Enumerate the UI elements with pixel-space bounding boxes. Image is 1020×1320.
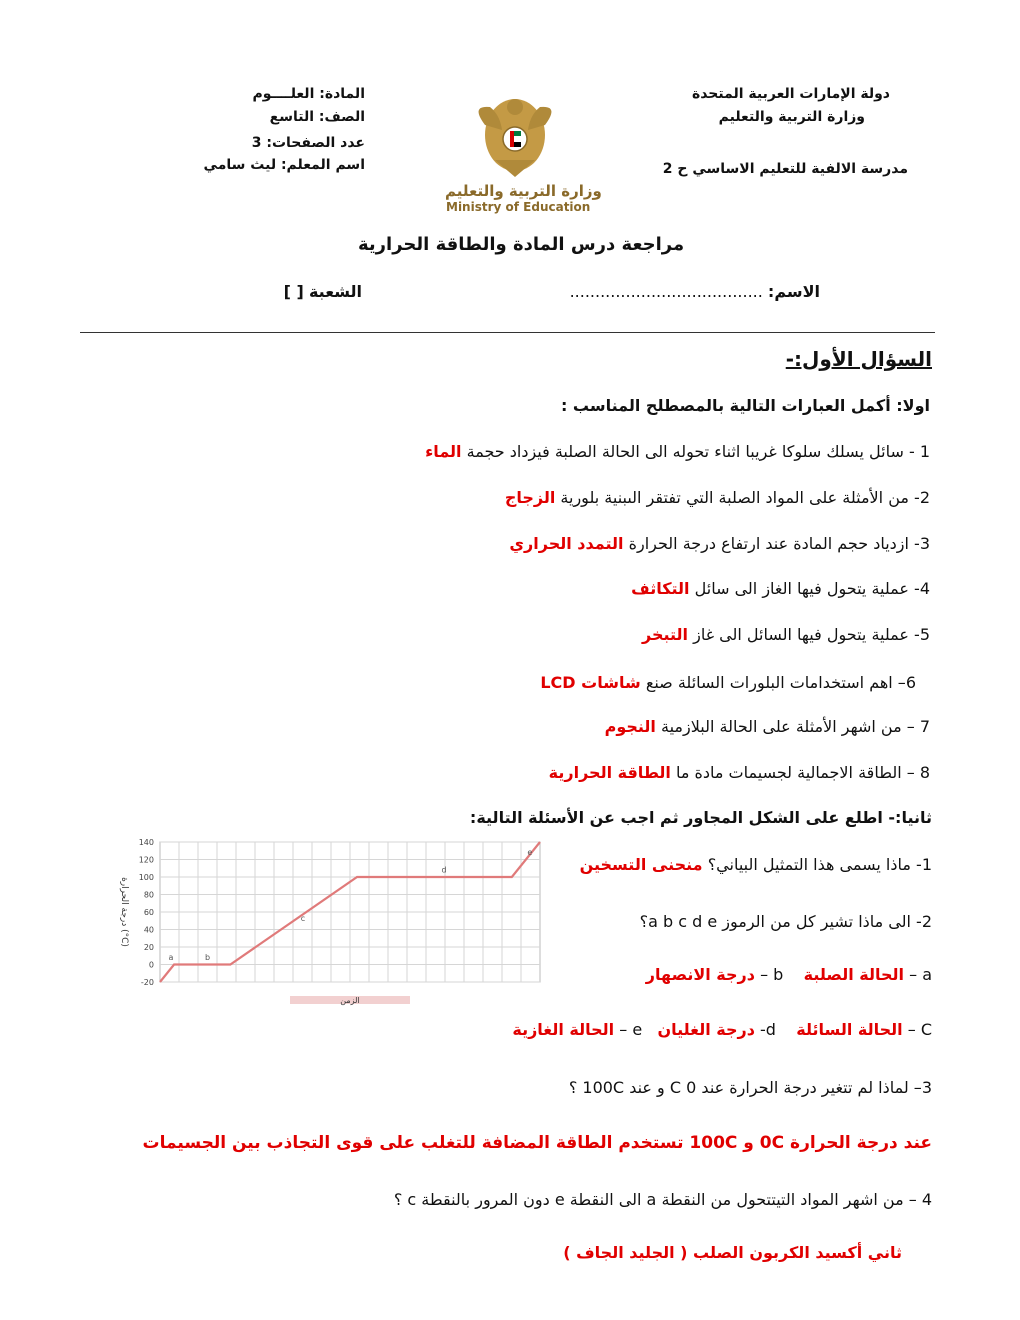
item-answer: التكاثف <box>631 579 690 598</box>
e-answer: الحالة الغازية <box>512 1020 615 1039</box>
item-answer: النجوم <box>604 717 656 736</box>
item-answer: الماء <box>425 442 462 461</box>
segment-label: e <box>527 848 533 858</box>
item-text: 6– اهم استخدامات البلورات السائلة صنع <box>645 673 916 692</box>
teacher-label: اسم المعلم: ليث سامي <box>203 157 365 173</box>
item-text: 1 - سائل يسلك سلوكا غريبا اثناء تحوله الى الحالة الصلبة فيزداد حجمة <box>466 442 930 461</box>
item-text: 4- عملية يتحول فيها الغاز الى سائل <box>694 579 930 598</box>
y-tick-label: -20 <box>140 978 154 987</box>
y-tick-label: 100 <box>138 873 154 882</box>
cde-row <box>512 1020 932 1039</box>
y-tick-label: 0 <box>148 960 154 970</box>
grade-label: الصف: التاسع <box>269 109 365 125</box>
logo-text-en: Ministry of Education <box>446 200 591 214</box>
y-tick-label: 120 <box>138 855 154 865</box>
item-answer: الزجاج <box>504 488 556 507</box>
y-axis-label: درجة الحرارة (°C) <box>119 877 129 947</box>
item-text: 3- ازدياد حجم المادة عند ارتفاع درجة الحرارة <box>628 534 930 553</box>
item-answer: التمدد الحراري <box>509 534 624 553</box>
sub3-question: 3– لماذا لم تتغير درجة الحرارة عند 0 C و عند 100C ؟ <box>568 1078 932 1097</box>
item-text: 2- من الأمثلة على المواد الصلبة التي تفتقر الىبنية بلورية <box>560 488 930 507</box>
item-text: 7 – من اشهر الأمثلة على الحالة البلازمية <box>661 717 930 736</box>
list-item <box>425 442 930 461</box>
c-answer: الحالة السائلة <box>796 1020 903 1039</box>
name-blank[interactable]: ...................................... <box>569 282 763 301</box>
a-label: a – <box>909 965 932 984</box>
d-answer: درجة الغليان <box>657 1020 755 1039</box>
heating-curve-chart <box>108 832 548 1012</box>
segment-label: b <box>205 953 211 963</box>
page-title: مراجعة درس المادة والطاقة الحرارية <box>358 234 685 255</box>
item-text: 5- عملية يتحول فيها السائل الى غاز <box>693 625 930 644</box>
item-answer: شاشات LCD <box>540 673 641 692</box>
segment-label: d <box>441 865 447 875</box>
c-label: C – <box>907 1020 932 1039</box>
q1-heading: السؤال الأول:- <box>785 347 932 371</box>
country-name: دولة الإمارات العربية المتحدة <box>691 86 890 102</box>
ab-row <box>646 965 932 984</box>
y-tick-label: 80 <box>143 890 154 900</box>
part1-title: اولا: أكمل العبارات التالية بالمصطلح المناسب : <box>560 396 930 415</box>
sub1-question: 1- ماذا يسمى هذا التمثيل البياني؟ <box>707 855 932 874</box>
list-item <box>642 625 930 644</box>
student-name-row <box>570 282 820 301</box>
list-item <box>505 488 930 507</box>
list-item <box>605 717 930 736</box>
school-name: مدرسة الالفية للتعليم الاساسي ح 2 <box>662 161 908 177</box>
header-divider <box>80 332 935 333</box>
segment-label: c <box>300 913 306 923</box>
sub4-question: 4 – من اشهر المواد التيتتحول من النقطة a الى النقطة e دون المرور بالنقطة c ؟ <box>393 1190 932 1209</box>
subject-label: المادة: العلــــوم <box>252 86 365 102</box>
name-label: الاسم: <box>767 282 820 301</box>
y-tick-label: 20 <box>143 943 154 952</box>
sub1-answer: منحنى التسخين <box>579 855 703 874</box>
pages-label: عدد الصفحات: 3 <box>251 135 365 151</box>
y-tick-label: 140 <box>138 838 154 847</box>
e-label: e – <box>619 1020 643 1039</box>
list-item <box>631 579 930 598</box>
a-answer: الحالة الصلبة <box>803 965 904 984</box>
part2-title: ثانيا:- اطلع على الشكل المجاور ثم اجب عن الأسئلة التالية: <box>469 808 932 827</box>
section-row <box>284 282 362 301</box>
sub1-row <box>580 855 932 874</box>
logo-text-ar: وزارة التربية والتعليم <box>445 182 602 200</box>
sub3-answer: عند درجة الحرارة 0C و 100C تستخدم الطاقة المضافة للتغلب على قوى التجاذب بين الجسيمات <box>142 1133 932 1153</box>
item-text: 8 – الطاقة الاجمالية لجسيمات مادة ما <box>675 763 930 782</box>
b-label: b – <box>760 965 784 984</box>
item-answer: التبخر <box>641 625 689 644</box>
sub2-question: 2- الى ماذا تشير كل من الرموز a b c d e؟ <box>639 912 932 931</box>
sub4-answer: ثاني أكسيد الكربون الصلب ( الجليد الجاف ) <box>563 1243 902 1262</box>
list-item <box>549 763 930 782</box>
item-answer: الطاقة الحرارية <box>548 763 671 782</box>
y-tick-label: 40 <box>143 925 154 935</box>
list-item <box>540 673 916 692</box>
list-item <box>509 534 930 553</box>
b-answer: درجة الانصهار <box>645 965 755 984</box>
section-label: الشعبة <box>308 282 362 301</box>
d-label: d- <box>760 1020 776 1039</box>
segment-label: a <box>168 953 174 963</box>
chart-svg <box>108 832 548 1012</box>
y-tick-label: 60 <box>143 908 154 917</box>
ministry-name: وزارة التربية والتعليم <box>718 109 865 125</box>
x-axis-label: الزمن <box>340 996 360 1005</box>
section-field[interactable]: [ ] <box>283 282 304 301</box>
